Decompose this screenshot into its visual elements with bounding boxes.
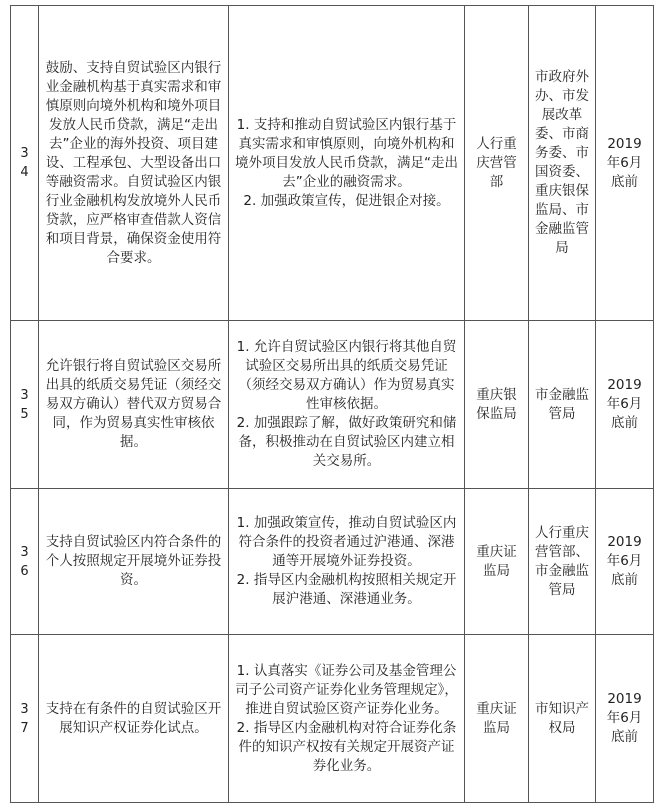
measures-cell (229, 635, 465, 803)
lead-unit: 重庆银保监局 (465, 321, 529, 489)
lead-unit: 重庆证监局 (465, 635, 529, 803)
task-description: 鼓励、支持自贸试验区内银行业金融机构基于真实需求和审慎原则向境外机构和境外项目发放人民币贷款，满足“走出去”企业的海外投资、项目建设、工程承包、大型设备出口等融资需求。自贸试验区内银行业金融机构发放境外人民币贷款，应严格审查借款人资信和项目背景，确保资金使用符合要求。 (39, 6, 229, 321)
measures-cell (229, 321, 465, 489)
measure-item: 1. 支持和推动自贸试验区内银行基于真实需求和审慎原则，向境外机构和境外项目发放人民币贷款，满足“走出去”企业的融资需求。 (235, 116, 458, 190)
table-row (11, 321, 654, 489)
measures-cell (229, 6, 465, 321)
measure-item: 1. 认真落实《证券公司及基金管理公司子公司资产证券化业务管理规定》，推进自贸试验区资产证券化业务。 (235, 662, 458, 717)
task-description: 允许银行将自贸试验区交易所出具的纸质交易凭证（须经交易双方确认）替代双方贸易合同，作为贸易真实性审核依据。 (39, 321, 229, 489)
row-number: 37 (11, 635, 39, 803)
table-row (11, 6, 654, 321)
task-description: 支持自贸试验区内符合条件的个人按照规定开展境外证券投资。 (39, 489, 229, 635)
measure-item: 2. 加强政策宣传，促进银企对接。 (243, 192, 450, 209)
task-description: 支持在有条件的自贸试验区开展知识产权证券化试点。 (39, 635, 229, 803)
measures-cell (229, 489, 465, 635)
table-row (11, 489, 654, 635)
cooperating-units: 市知识产权局 (529, 635, 596, 803)
cooperating-units: 市政府外办、市发展改革委、市商务委、市国资委、重庆银保监局、市金融监管局 (529, 6, 596, 321)
policy-table (10, 5, 654, 803)
deadline: 2019年6月底前 (596, 321, 654, 489)
measure-item: 1. 允许自贸试验区内银行将其他自贸试验区交易所出具的纸质交易凭证（须经交易双方确认）作为贸易真实性审核依据。 (236, 339, 457, 412)
lead-unit: 重庆证监局 (465, 489, 529, 635)
cooperating-units: 市金融监管局 (529, 321, 596, 489)
deadline: 2019年6月底前 (596, 489, 654, 635)
measure-item: 2. 加强跟踪了解，做好政策研究和储备，积极推动在自贸试验区内建立相关交易所。 (236, 415, 457, 469)
measure-item: 2. 指导区内金融机构对符合证券化条件的知识产权按有关规定开展资产证券化业务。 (236, 719, 457, 774)
row-number: 34 (11, 6, 39, 321)
measure-item: 2. 指导区内金融机构按照相关规定开展沪港通、深港通业务。 (236, 572, 457, 607)
measure-item: 1. 加强政策宣传，推动自贸试验区内符合条件的投资者通过沪港通、深港通等开展境外证券投资。 (236, 515, 457, 569)
lead-unit: 人行重庆营管部 (465, 6, 529, 321)
row-number: 35 (11, 321, 39, 489)
deadline: 2019年6月底前 (596, 635, 654, 803)
cooperating-units: 人行重庆营管部、市金融监管局 (529, 489, 596, 635)
deadline: 2019年6月底前 (596, 6, 654, 321)
row-number: 36 (11, 489, 39, 635)
table-row (11, 635, 654, 803)
